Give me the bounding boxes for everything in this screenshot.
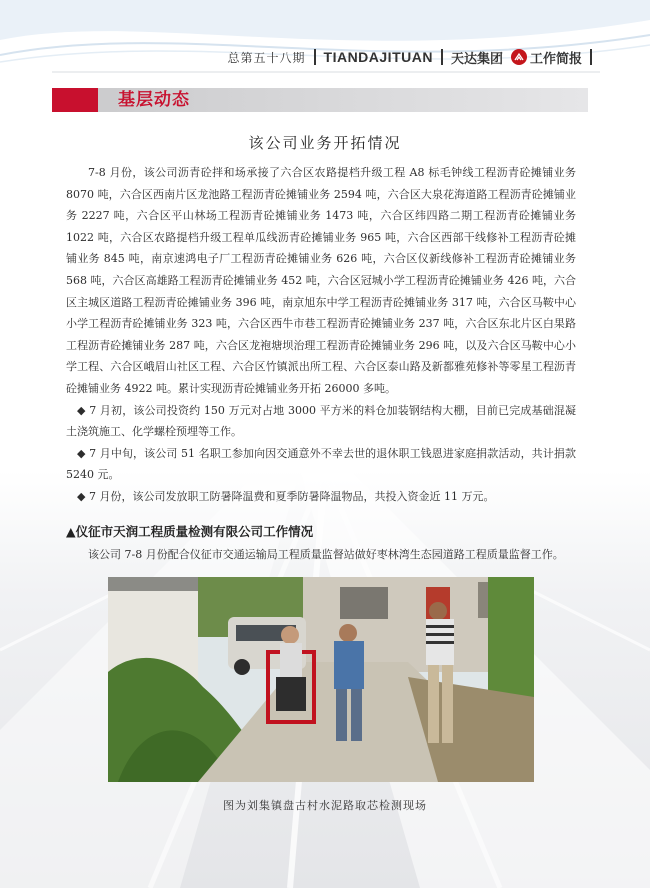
header-divider: [590, 49, 592, 65]
publication-name: 工作简报: [529, 51, 582, 67]
issue-number: 总第五十八期: [227, 50, 306, 65]
bullet-item: ◆ 7 月份，该公司发放职工防暑降温费和夏季防暑降温物品，共投入资金近 11 万元。: [77, 489, 495, 503]
photo-caption: 图为刘集镇盘古村水泥路取芯检测现场: [223, 799, 427, 812]
publication-title: [511, 48, 582, 67]
section-banner: [52, 88, 588, 112]
header-divider: [314, 49, 316, 65]
company-logo-icon: [511, 49, 527, 65]
section-banner-accent: [52, 88, 98, 112]
article-paragraph: 7-8 月份，该公司沥青砼拌和场承接了六合区农路提档升级工程 A8 标毛钟线工程沥青砼摊铺业务 8070 吨，六合区西南片区龙池路工程沥青砼摊铺业务 2594 吨，六合区大泉花海道路工程沥青砼摊铺业务 2227 吨，六合区平山林场工程沥青砼摊铺业务 1473 吨，六合区纬四路二期工程沥青砼摊铺业务 1022 吨，六合区农路提档升级工程单瓜线沥青砼摊铺业务 965 吨，六合区西部干线修补工程沥青砼摊铺业务 845 吨，南京速鸿电子厂工程沥青砼摊铺业务 626 吨，六合区仪新线修补工程沥青砼摊铺业务 568 吨，六合区高雄路工程沥青砼摊铺业务 452 吨，六合区冠城小学工程沥青砼摊铺业务 426 吨，六合区主城区道路工程沥青砼摊铺业务 396 吨，南京旭东中学工程沥青砼摊铺业务 317 吨，六合区马鞍中心小学工程沥青砼摊铺业务 323 吨，六合区西牛市巷工程沥青砼摊铺业务 237 吨，六合区东北片区白果路工程沥青砼摊铺业务 287 吨，六合区龙袍塘坝治理工程沥青砼摊铺业务 296 吨，以及六合区马鞍中心小学工程、六合区峨眉山社区工程、六合区竹镇派出所工程、六合区泰山路及新都雅苑修补等零星工程沥青砼摊铺业务 4922 吨。累计实现沥青砼摊铺业务开拓 26000 多吨。: [66, 166, 576, 395]
header-swoosh-decoration: [0, 0, 650, 80]
header-divider: [441, 49, 443, 65]
article-body: [66, 162, 576, 508]
bullet-item: ◆ 7 月中旬，该公司 51 名职工参加向因交通意外不幸去世的退休职工钱恩进家庭捐款活动，共计捐款 5240 元。: [66, 446, 576, 482]
header-bar: [228, 46, 593, 68]
site-photo: [108, 577, 534, 782]
subsection-text: 该公司 7-8 月份配合仪征市交通运输局工程质量监督站做好枣林湾生态园道路工程质量监督工作。: [88, 548, 564, 561]
bullet-item: ◆ 7 月初，该公司投资约 150 万元对占地 3000 平方米的料仓加装钢结构大棚，目前已完成基础混凝土浇筑施工、化学螺栓预埋等工作。: [66, 403, 576, 439]
brand-english: TIANDAJITUAN: [323, 49, 433, 65]
brand-chinese: 天达集团: [450, 51, 503, 67]
article-title: 该公司业务开拓情况: [248, 134, 402, 152]
site-photo-illustration: [108, 577, 534, 782]
subsection-title: ▲仪征市天润工程质量检测有限公司工作情况: [66, 524, 314, 539]
section-title: 基层动态: [118, 90, 190, 110]
